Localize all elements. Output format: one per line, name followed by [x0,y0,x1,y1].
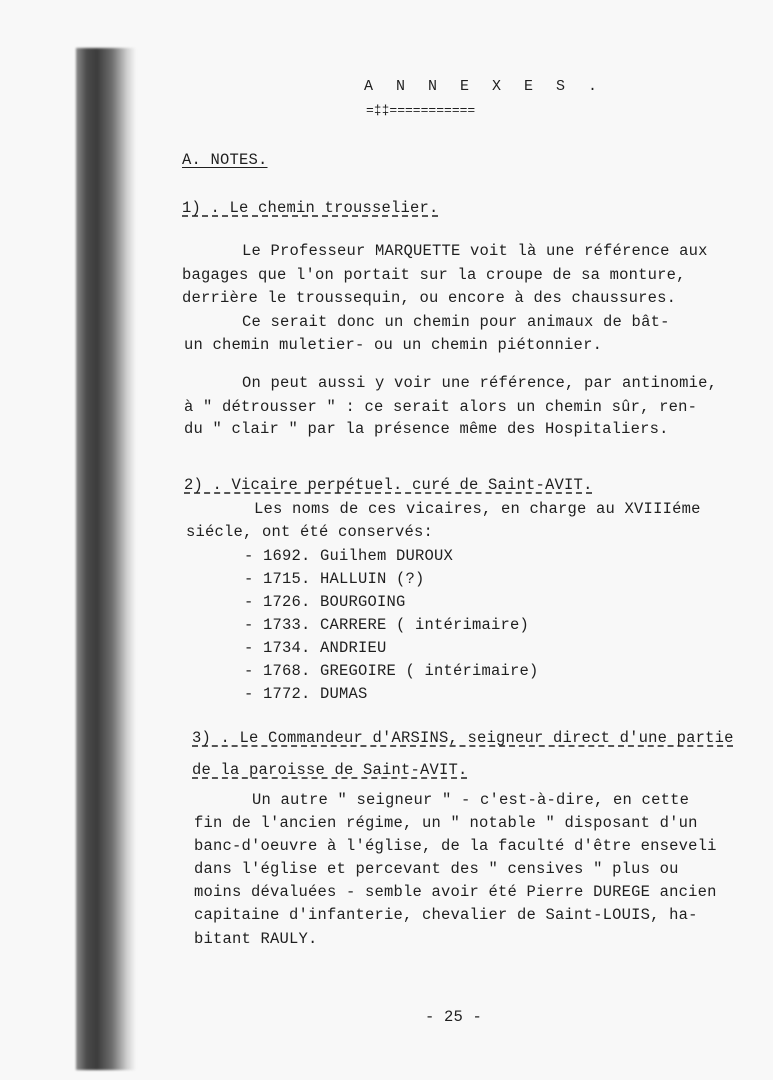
note1-line: bagages que l'on portait sur la croupe de sa monture, [182,266,686,284]
note1-heading: 1) . Le chemin trousselier. [182,199,439,217]
annexes-title: A N N E X E S . [364,78,605,95]
note3-line: capitaine d'infanterie, chevalier de Saint-LOUIS, ha- [194,906,698,924]
note1-line: Le Professeur MARQUETTE voit là une référence aux [242,242,708,260]
note2-line: siécle, ont été conservés: [186,523,434,541]
note3-line: fin de l'ancien régime, un " notable " disposant d'un [194,814,698,832]
note1-line: à " détrousser " : ce serait alors un chemin sûr, ren- [184,398,698,416]
note1-line: On peut aussi y voir une référence, par antinomie, [242,374,718,392]
note2-line: Les noms de ces vicaires, en charge au XVIIIéme [254,500,701,518]
vicar-list-item: - 1734. ANDRIEU [244,639,387,657]
note3-line: bitant RAULY. [194,930,318,948]
note1-line: un chemin muletier- ou un chemin piétonnier. [184,336,603,354]
binding-shadow [76,48,136,1070]
vicar-list-item: - 1715. HALLUIN (?) [244,570,425,588]
vicar-list-item: - 1692. Guilhem DUROUX [244,547,454,565]
vicar-list-item: - 1733. CARRERE ( intérimaire) [244,616,530,634]
note1-line: du " clair " par la présence même des Hospitaliers. [184,420,669,438]
note3-heading-cont: de la paroisse de Saint-AVIT. [192,761,468,779]
title-rule: =‡‡=========== [366,103,476,118]
note1-line: Ce serait donc un chemin pour animaux de bât- [242,313,670,331]
note3-line: banc-d'oeuvre à l'église, de la faculté d'être enseveli [194,837,717,855]
section-heading-notes: A. NOTES. [182,151,268,169]
vicar-list-item: - 1768. GREGOIRE ( intérimaire) [244,662,539,680]
note3-line: moins dévaluées - semble avoir été Pierre DUREGE ancien [194,883,717,901]
note1-line: derrière le troussequin, ou encore à des chaussures. [182,289,677,307]
vicar-list-item: - 1772. DUMAS [244,685,368,703]
vicar-list-item: - 1726. BOURGOING [244,593,406,611]
note3-heading: 3) . Le Commandeur d'ARSINS, seigneur direct d'une partie [192,729,734,747]
page-number: - 25 - [425,1008,483,1026]
note3-line: Un autre " seigneur " - c'est-à-dire, en cette [252,791,690,809]
note2-heading: 2) . Vicaire perpétuel. curé de Saint-AVIT. [184,476,593,494]
note3-line: dans l'église et percevant des " censives " plus ou [194,860,679,878]
